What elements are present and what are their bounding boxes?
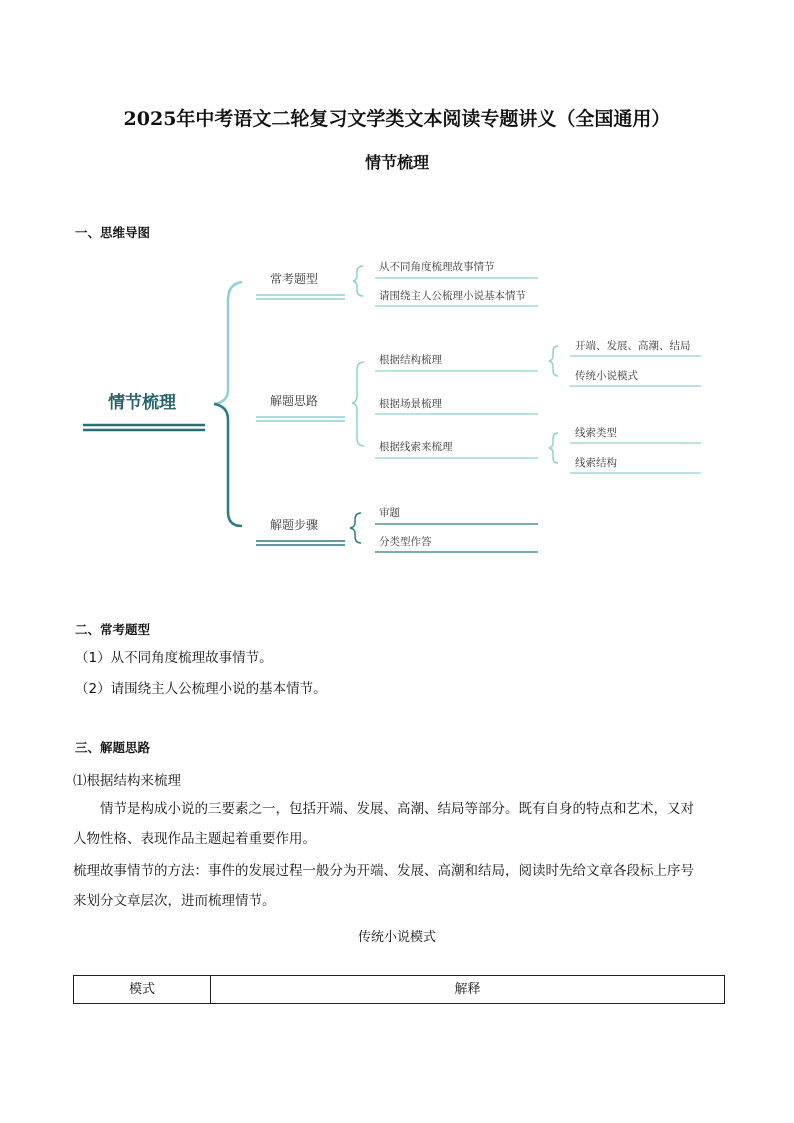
- table-caption: 传统小说模式: [357, 930, 436, 945]
- leaf-item: 从不同角度梳理故事情节: [379, 261, 495, 273]
- main-bracket-lower: [214, 404, 242, 526]
- branch-question-types: 常考题型: [270, 272, 319, 286]
- subheading-structure: ⑴根据结构来梳理: [73, 773, 181, 789]
- paragraph-line: 来划分文章层次，进而梳理情节。: [73, 893, 276, 909]
- question-item: （2）请围绕主人公梳理小说的基本情节。: [75, 681, 327, 697]
- leaf-item: 审题: [379, 507, 400, 519]
- section-heading-question-types: 二、常考题型: [75, 622, 151, 637]
- mindmap-root: 情节梳理: [108, 393, 176, 413]
- paragraph-line: 情节是构成小说的三要素之一，包括开端、发展、高潮、结局等部分。既有自身的特点和艺术，又对: [100, 801, 694, 817]
- leaf-item: 传统小说模式: [575, 370, 638, 382]
- question-item: （1）从不同角度梳理故事情节。: [75, 650, 273, 666]
- bracket-question-types: [353, 266, 363, 296]
- leaf-item: 根据场景梳理: [379, 398, 442, 410]
- bracket-steps: [350, 513, 361, 543]
- paragraph-line: 人物性格、表现作品主题起着重要作用。: [73, 831, 316, 847]
- bracket-approach: [352, 362, 364, 446]
- mode-table: [73, 975, 725, 1004]
- section-heading-approach: 三、解题思路: [75, 740, 151, 755]
- table-header-explanation: 解释: [211, 976, 725, 1004]
- leaf-item: 线索结构: [575, 457, 617, 469]
- paragraph-line: 梳理故事情节的方法：事件的发展过程一般分为开端、发展、高潮和结局，阅读时先给文章各段标上序号: [73, 863, 694, 879]
- document-subtitle: 情节梳理: [364, 153, 429, 172]
- branch-approach: 解题思路: [270, 394, 319, 408]
- leaf-item: 请围绕主人公梳理小说基本情节: [379, 290, 526, 302]
- branch-steps: 解题步骤: [270, 518, 319, 532]
- leaf-item: 根据结构梳理: [379, 354, 442, 366]
- section-heading-mindmap: 一、思维导图: [75, 225, 151, 240]
- leaf-item: 线索类型: [575, 427, 617, 439]
- bracket-clue: [549, 433, 558, 463]
- leaf-item: 开端、发展、高潮、结局: [575, 340, 691, 352]
- main-bracket-upper: [214, 282, 242, 404]
- table-row: [74, 976, 725, 1004]
- document-title: 2025年中考语文二轮复习文学类文本阅读专题讲义（全国通用）: [123, 108, 671, 130]
- leaf-item: 分类型作答: [379, 536, 432, 548]
- bracket-structure: [549, 346, 558, 376]
- table-header-mode: 模式: [74, 976, 211, 1004]
- leaf-item: 根据线索来梳理: [379, 441, 453, 453]
